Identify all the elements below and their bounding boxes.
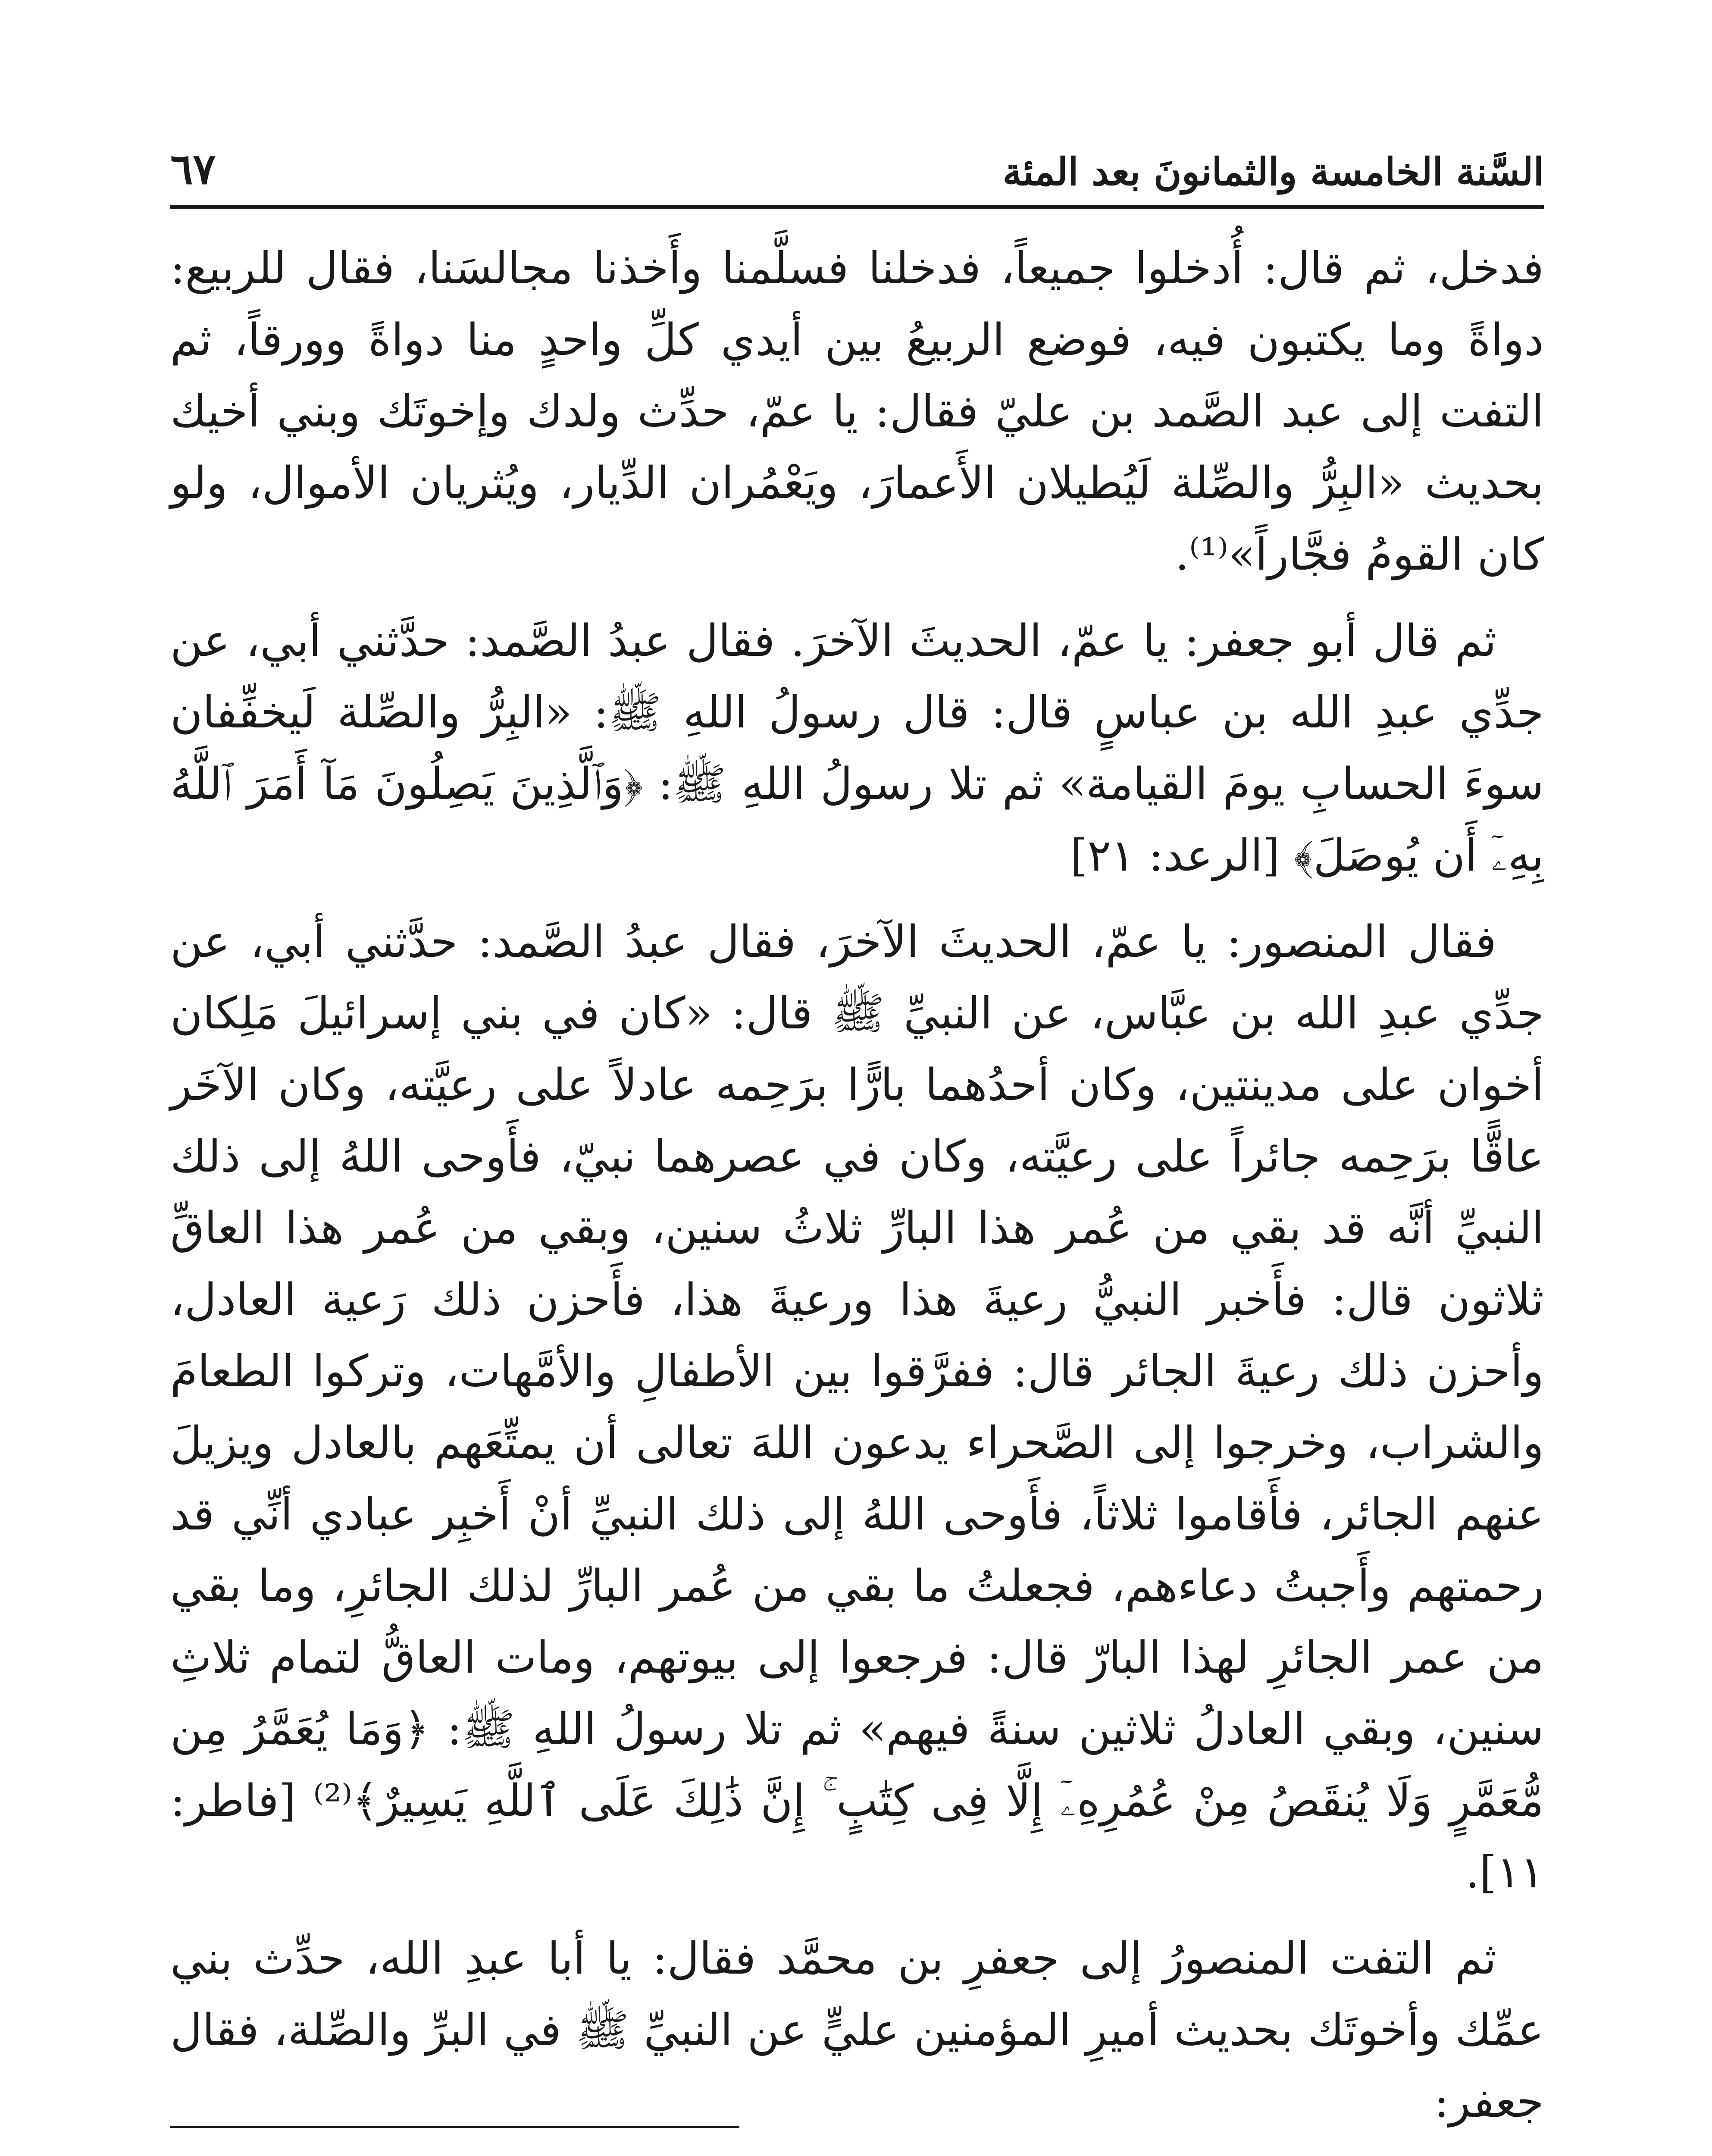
- paragraph-2: ثم قال أبو جعفر: يا عمّ، الحديثَ الآخرَ. فقال عبدُ الصَّمد: حدَّثني أبي، عن جدِّي عبدِ الله بن عباسٍ قال: قال رسولُ اللهِ ﷺ: «البِرُّ والصِّلة لَيخفِّفان سوءَ الحسابِ يومَ القيامة» ثم تلا رسولُ اللهِ ﷺ: ﴿وَٱلَّذِينَ يَصِلُونَ مَآ أَمَرَ ٱللَّهُ بِهِۦٓ أَن يُوصَلَ﴾ [الرعد: ٢١]: [170, 615, 1544, 881]
- footnote-1: [170, 2152, 1544, 2156]
- page-number: ٦٧: [170, 144, 216, 194]
- paragraph-4: ثم التفت المنصورُ إلى جعفرِ بن محمَّد فقال: يا أبا عبدِ الله، حدِّث بني عمِّك وأخوتَك بحديث أميرِ المؤمنين عليٍّ عن النبيِّ ﷺ في البرِّ والصِّلة، فقال جعفر:: [170, 1933, 1544, 2128]
- running-title: السَّنة الخامسة والثمانونَ بعد المئة: [1002, 149, 1544, 194]
- paragraph-3: فقال المنصور: يا عمّ، الحديثَ الآخرَ، فقال عبدُ الصَّمد: حدَّثني أبي، عن جدِّي عبدِ الله بن عبَّاس، عن النبيِّ ﷺ قال: «كان في بني إسرائيلَ مَلِكان أخوان على مدينتين، وكان أحدُهما بارًّا برَحِمه عادلاً على رعيَّته، وكان الآخَر عاقًّا برَحِمه جائراً على رعيَّته، وكان في عصرهما نبيّ، فأَوحى اللهُ إلى ذلك النبيِّ أنَّه قد بقي من عُمر هذا البارِّ ثلاثُ سنين، وبقي من عُمر هذا العاقِّ ثلاثون قال: فأَخبر النبيُّ رعيةَ هذا ورعيةَ هذا، فأَحزن ذلك رَعية العادل، وأحزن ذلك رعيةَ الجائر قال: ففرَّقوا بين الأطفالِ والأمَّهات، وتركوا الطعامَ والشراب، وخرجوا إلى الصَّحراء يدعون اللهَ تعالى أن يمتِّعَهم بالعادل ويزيلَ عنهم الجائر، فأَقاموا ثلاثاً، فأَوحى اللهُ إلى ذلك النبيِّ أنْ أَخبِر عبادي أنِّي قد رحمتهم وأَجبتُ دعاءهم، فجعلتُ ما بقي من عُمر البارِّ لذلك الجائرِ، وما بقي من عمر الجائرِ لهذا البارّ قال: فرجعوا إلى بيوتهم، ومات العاقُّ لتمام ثلاثِ سنين، وبقي العادلُ ثلاثين سنةً فيهم» ثم تلا رسولُ اللهِ ﷺ: ﴿وَمَا يُعَمَّرُ مِن مُّعَمَّرٍ وَلَا يُنقَصُ مِنْ عُمُرِهِۦٓ إِلَّا فِى كِتَٰبٍ ۚ إِنَّ ذَٰلِكَ عَلَى ٱللَّهِ يَسِيرٌ﴾⁽²⁾ [فاطر: ١١].: [170, 916, 1544, 1898]
- page-header: [170, 129, 1544, 194]
- header-rule: [170, 205, 1544, 209]
- footnote-rule: [170, 2126, 739, 2128]
- paragraph-1: فدخل، ثم قال: أُدخلوا جميعاً، فدخلنا فسلَّمنا وأَخذنا مجالسَنا، فقال للربيع: دواةً وما يكتبون فيه، فوضع الربيعُ بين أيدي كلِّ واحدٍ منا دواةً وورقاً، ثم التفت إلى عبد الصَّمد بن عليّ فقال: يا عمّ، حدِّث ولدك وإخوتَك وبني أخيك بحديث «البِرُّ والصِّلة لَيُطيلان الأَعمارَ، ويَعْمُران الدِّيار، ويُثريان الأموال، ولو كان القومُ فجَّاراً»⁽¹⁾.: [170, 243, 1544, 580]
- footnotes: [170, 2152, 1544, 2156]
- main-text: [170, 233, 1544, 2153]
